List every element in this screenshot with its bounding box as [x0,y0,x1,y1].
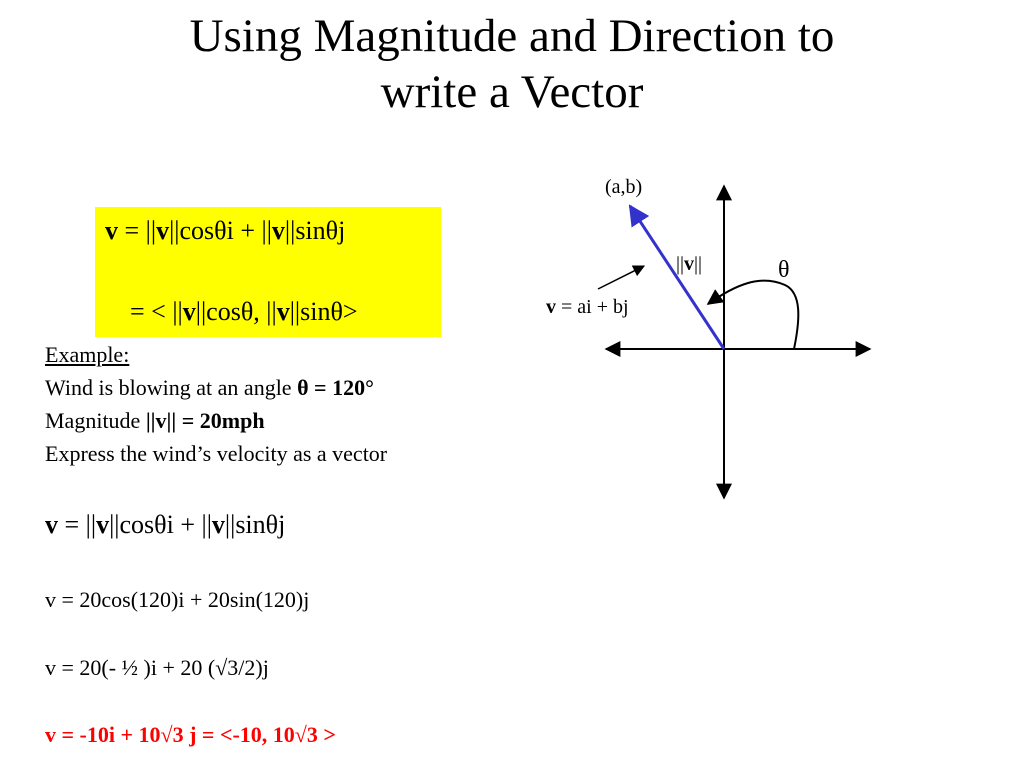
vector-v-arrow [630,206,724,349]
formula-line-2: = < ||v||cosθ, ||v||sinθ> [130,297,358,326]
example-step-1: v = 20cos(120)i + 20sin(120)j [45,587,310,612]
magnitude-label: ||v|| [676,253,703,275]
label-pointer-arrow [598,266,644,289]
vector-equation-label: v = ai + bj [546,296,629,318]
example-angle-line: Wind is blowing at an angle θ = 120° [45,375,374,400]
example-formula: v = ||v||cosθi + ||v||sinθj [45,510,286,539]
title-line-2: write a Vector [380,66,644,118]
example-magnitude-line: Magnitude ||v|| = 20mph [45,408,265,433]
example-heading: Example: [45,342,130,367]
angle-theta-label: θ [778,257,790,283]
example-instruction-line: Express the wind’s velocity as a vector [45,441,388,466]
example-step-2: v = 20(- ½ )i + 20 (√3/2)j [45,655,269,680]
title-line-1: Using Magnitude and Direction to [189,10,835,62]
point-label: (a,b) [605,176,643,198]
example-answer: v = -10i + 10√3 j = <-10, 10√3 > [45,722,336,747]
formula-line-1: v = ||v||cosθi + ||v||sinθj [105,216,346,245]
angle-arc [708,281,798,349]
